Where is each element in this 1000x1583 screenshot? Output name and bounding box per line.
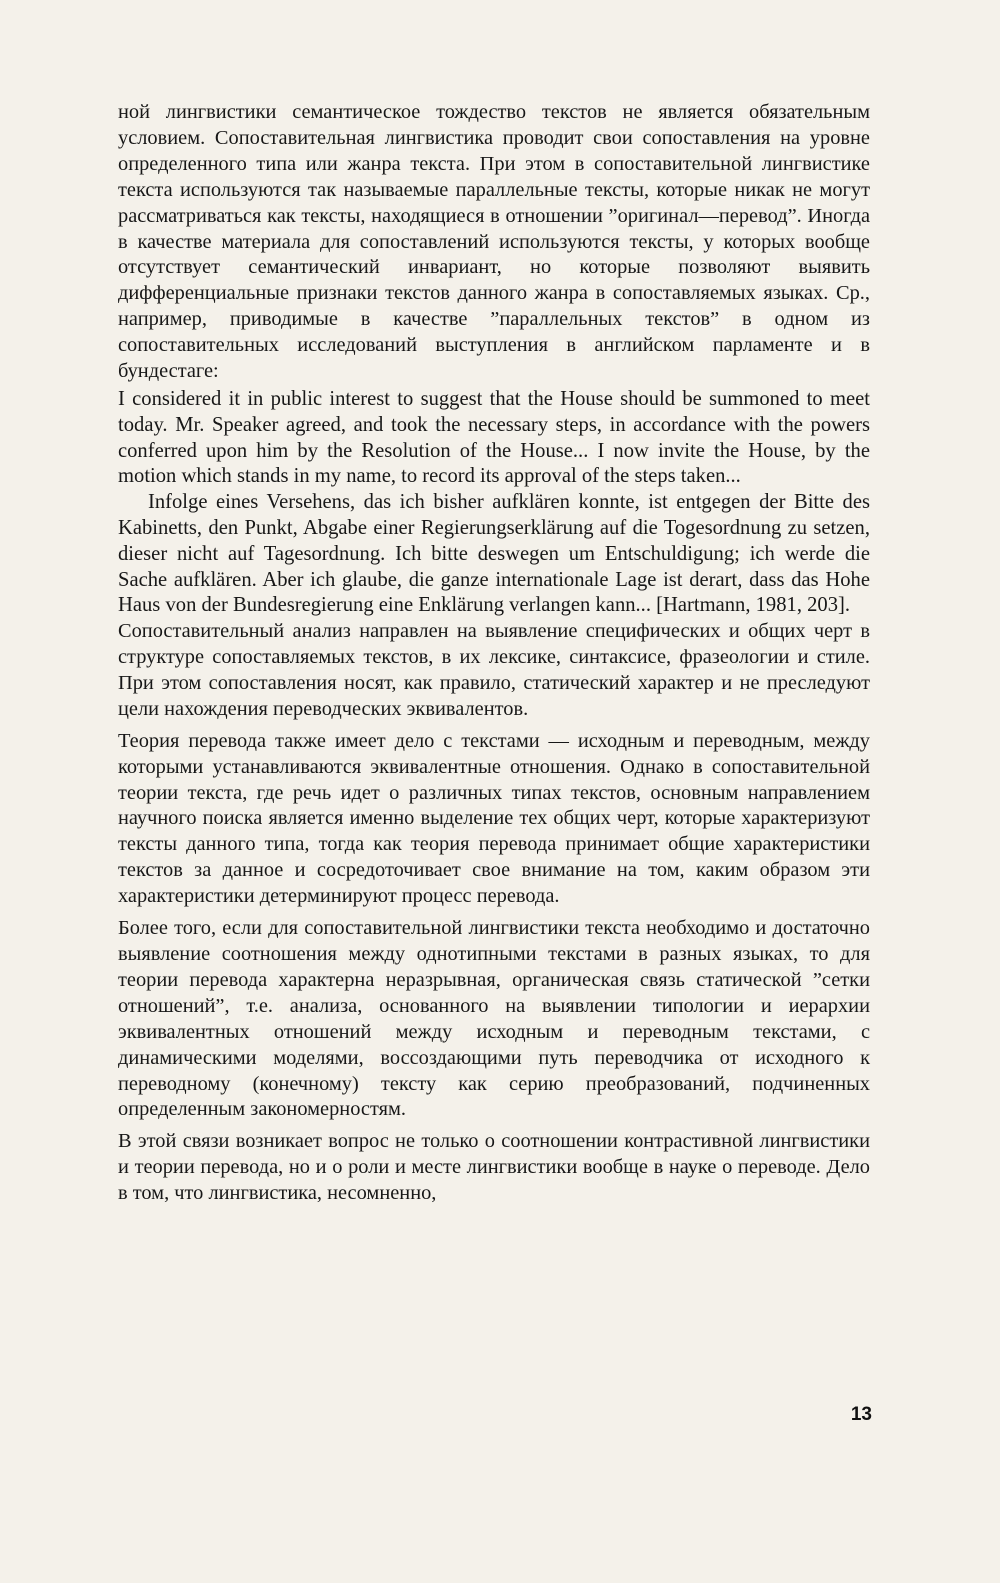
paragraph-2: Сопоставительный анализ направлен на выявление специфических и общих черт в структуре сопоставляемых текстов, в их лексике, синтаксисе, фразеологии и стиле. При этом сопоставления носят, как правило, статический характер и не преследуют цели нахождения переводческих эквивалентов. bbox=[118, 620, 870, 720]
paragraph-4: Более того, если для сопоставительной лингвистики текста необходимо и достаточно выявление соотношения между однотипными текстами в разных языках, то для теории перевода характерна неразрывная, органическая связь статической ”сетки отношений”, т.е. анализа, основанного на выявлении типологии и иерархии эквивалентных отношений между исходным и переводным текстами, с динамическими моделями, воссоздающими путь переводчика от исходного к переводному (конечному) тексту как серию преобразований, подчиненных определенным закономерностям. bbox=[118, 917, 870, 1121]
german-quote: Infolge eines Versehens, das ich bisher aufklären konnte, ist entgegen der Bitte des Kabinetts, den Punkt, Abgabe einer Regierungserklärung auf die Togesordnung zu setzen, dieser nicht auf Tagesordnung. Ich bitte deswegen um Entschuldigung; ich werde die Sache aufklären. Aber ich glaube, die ganze internationale Lage ist derart, dass das Hohe Haus von der Bundesregierung eine Enklärung verlangen kann... [Hartmann, 1981, 203]. bbox=[118, 491, 870, 617]
paragraph-1: ной лингвистики семантическое тождество текстов не является обязательным условием. Сопоставительная лингвистика проводит свои сопоставления на уровне определенного типа или жанра текста. При этом в сопоставительной лингвистике текста используются так называемые параллельные тексты, которые никак не могут рассматриваться как тексты, находящиеся в отношении ”оригинал—перевод”. Иногда в качестве материала для сопоставлений используются тексты, у которых вообще отсутствует семантический инвариант, но которые позволяют выявить дифференциальные признаки текстов данного жанра в сопоставляемых языках. Ср., например, приводимые в качестве ”параллельных текстов” в одном из сопоставительных исследований выступления в английском парламенте и в бундестаге: bbox=[118, 101, 870, 383]
paragraph-5: В этой связи возникает вопрос не только о соотношении контрастивной лингвистики и теории перевода, но и о роли и месте лингвистики вообще в науке о переводе. Дело в том, что лингвистика, несомненно, bbox=[118, 1130, 870, 1205]
paragraph-3: Теория перевода также имеет дело с текстами — исходным и переводным, между которыми устанавливаются эквивалентные отношения. Однако в сопоставительной теории текста, где речь идет о различных типах текстов, основным направлением научного поиска является именно выделение тех общих черт, которые характеризуют тексты данного типа, тогда как теория перевода принимает общие характеристики текстов за данное и сосредоточивает свое внимание на том, каким образом эти характеристики детерминируют процесс перевода. bbox=[118, 729, 870, 908]
page-text bbox=[118, 100, 870, 1207]
english-quote: I considered it in public interest to suggest that the House should be summoned to meet today. Mr. Speaker agreed, and took the necessary steps, in accordance with the powers conferred upon him by the Resolution of the House... I now invite the House, by the motion which stands in my name, to record its approval of the steps taken... bbox=[118, 387, 870, 488]
page-number: 13 bbox=[850, 1404, 872, 1425]
